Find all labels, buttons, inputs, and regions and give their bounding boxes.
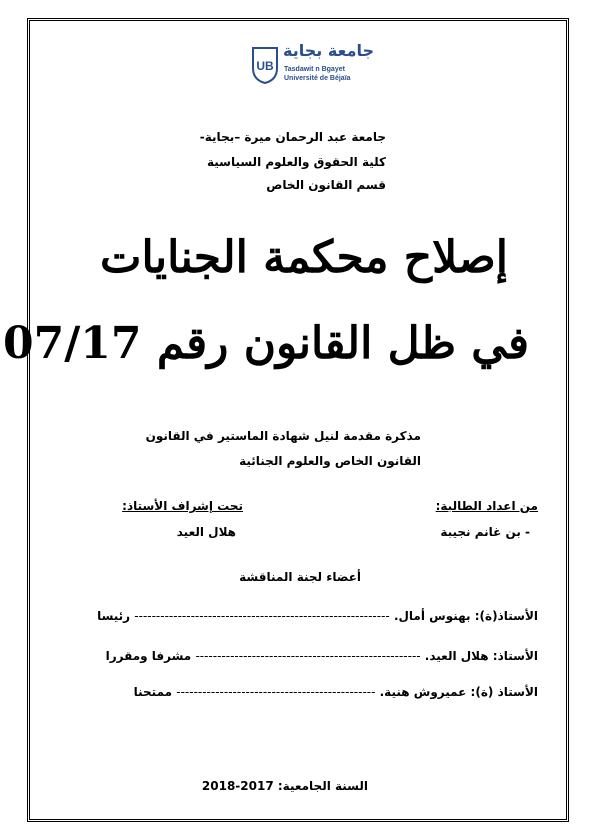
academic-year: السنة الجامعية: 2017-2018 bbox=[201, 779, 368, 793]
member-name: الأستاذ: هلال العيد. bbox=[424, 649, 538, 663]
member-dashes: ---------------------------------------------------- bbox=[195, 649, 421, 663]
member-role: مشرفا ومقررا bbox=[105, 649, 192, 663]
student-label: من اعداد الطالبة: bbox=[435, 499, 538, 513]
committee-member-3 bbox=[134, 685, 538, 699]
member-name: الأستاذ (ة): عميروش هنية. bbox=[379, 685, 538, 699]
specialization: القانون الخاص والعلوم الجنائية bbox=[239, 454, 421, 468]
committee-title: أعضاء لجنة المناقشة bbox=[239, 570, 361, 584]
member-role: رئيسا bbox=[97, 609, 131, 623]
logo-mark-letters: UB bbox=[256, 59, 274, 73]
member-name: الأستاذ(ة): بهنوس أمال. bbox=[393, 609, 538, 623]
thesis-title-line-1: إصلاح محكمة الجنايات bbox=[100, 232, 508, 283]
university-name: جامعة عبد الرحمان ميرة –بجاية- bbox=[199, 130, 386, 144]
logo-line-1: Tasdawit n Bgayet bbox=[284, 66, 345, 73]
committee-member-1 bbox=[97, 609, 538, 623]
supervisor-label: تحت إشراف الأستاذ: bbox=[122, 499, 243, 513]
logo-arabic-name: جامعة بجاية bbox=[283, 41, 375, 60]
university-logo-icon bbox=[250, 46, 280, 84]
member-dashes: ----------------------------------------------------------- bbox=[134, 609, 390, 623]
logo-line-2: Université de Béjaïa bbox=[284, 75, 351, 82]
member-dashes: ---------------------------------------------- bbox=[176, 685, 376, 699]
committee-member-2 bbox=[106, 649, 538, 663]
faculty-name: كلية الحقوق والعلوم السياسية bbox=[206, 155, 386, 169]
student-name: - بن غانم نجيبة bbox=[440, 525, 530, 539]
thesis-purpose: مذكرة مقدمة لنيل شهادة الماستير في القانون bbox=[145, 429, 421, 443]
thesis-title-line-2: في ظل القانون رقم 07/17 bbox=[2, 318, 529, 369]
member-role: ممتحنا bbox=[133, 685, 173, 699]
supervisor-name: هلال العيد bbox=[176, 525, 236, 539]
department-name: قسم القانون الخاص bbox=[266, 178, 386, 192]
